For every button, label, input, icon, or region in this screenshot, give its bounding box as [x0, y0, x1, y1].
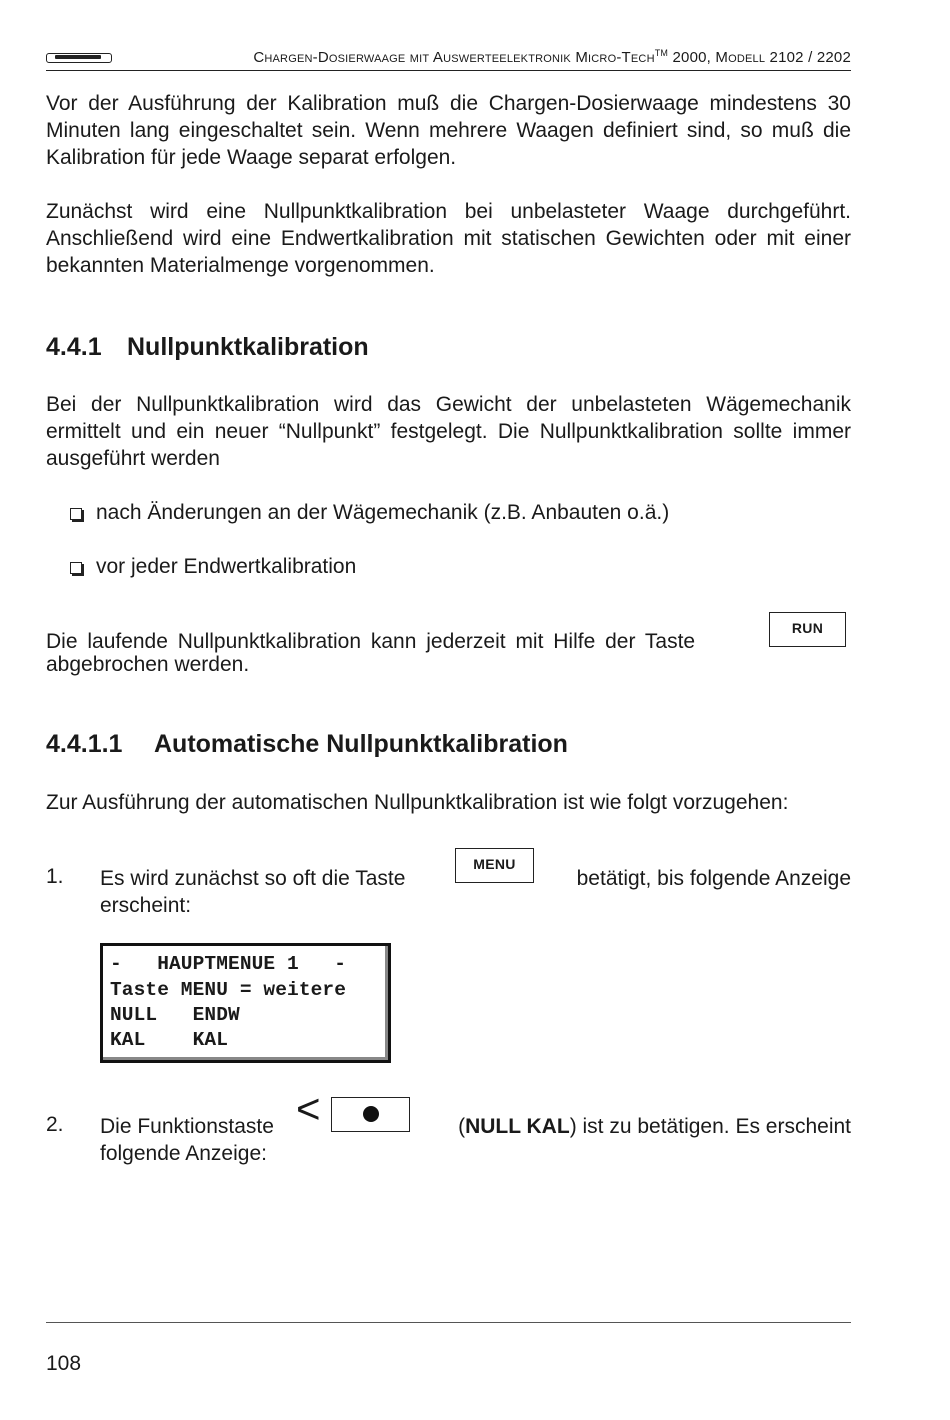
section-heading-441: 4.4.1 Nullpunktkalibration [46, 333, 369, 361]
section-4411-intro: Zur Ausführung der automatischen Nullpunktkalibration ist wie folgt vorzugehen: [46, 791, 789, 814]
header-title: Chargen-Dosierwaage mit Auswerteelektronik Micro-Tech™ 2000, Modell 2102 / 2202 [253, 48, 851, 66]
lcd-line: Taste MENU = weitere [110, 979, 347, 1001]
step-2-text-post: (NULL KAL) ist zu betätigen. Es erscheint [458, 1115, 851, 1138]
step-2-text-pre: Die Funktionstaste [100, 1115, 274, 1138]
page-header [46, 48, 851, 71]
function-key-null-kal [331, 1097, 410, 1132]
checkbox-bullet-icon [70, 508, 82, 520]
lcd-line: - HAUPTMENUE 1 - [110, 953, 347, 975]
abort-line-2: abgebrochen werden. [46, 653, 250, 676]
ramsey-logo [46, 53, 112, 63]
lcd-display [100, 943, 391, 1063]
intro-paragraph-1: Vor der Ausführung der Kalibration muß die Chargen-Dosierwaage mindestens 30 Minuten lang eingeschaltet sein. Wenn mehrere Waagen definiert sind, so muß die Kalibration für jede Waage separat erfolgen. [46, 92, 851, 169]
step-1-text-line2: erscheint: [100, 894, 192, 917]
bullet-item: vor jeder Endwertkalibration [70, 553, 356, 580]
step-1-text-pre: Es wird zunächst so oft die Taste [100, 867, 406, 890]
intro-paragraph-2: Zunächst wird eine Nullpunktkalibration bei unbelasteter Waage durchgeführt. Anschließend wird eine Endwertkalibration mit statischen Gewichten oder mit einer bekannten Materialmenge vorgenommen. [46, 200, 851, 277]
checkbox-bullet-icon [70, 562, 82, 574]
footer-divider [46, 1322, 851, 1323]
step-1-text-post: betätigt, bis folgende Anzeige [576, 867, 851, 890]
step-2-text-line2: folgende Anzeige: [100, 1142, 267, 1165]
section-441-paragraph: Bei der Nullpunktkalibration wird das Gewicht der unbelasteten Wägemechanik ermittelt und ein neuer “Nullpunkt” festgelegt. Die Nullpunktkalibration sollte immer ausgeführt werden [46, 393, 851, 470]
menu-key: MENU [455, 848, 534, 883]
lcd-line: KAL KAL [110, 1029, 229, 1051]
bullet-item: nach Änderungen an der Wägemechanik (z.B. Anbauten o.ä.) [70, 499, 669, 526]
page-number: 108 [46, 1352, 82, 1375]
run-key: RUN [769, 612, 846, 647]
lcd-line: NULL ENDW [110, 1004, 240, 1026]
arrow-left-icon: < [296, 1085, 321, 1132]
abort-line-1: Die laufende Nullpunktkalibration kann jederzeit mit Hilfe der Taste [46, 630, 696, 653]
dot-icon [363, 1106, 379, 1122]
section-heading-4411: 4.4.1.1 Automatische Nullpunktkalibration [46, 730, 568, 758]
step-2-number: 2. [46, 1113, 64, 1136]
step-1-number: 1. [46, 865, 64, 888]
